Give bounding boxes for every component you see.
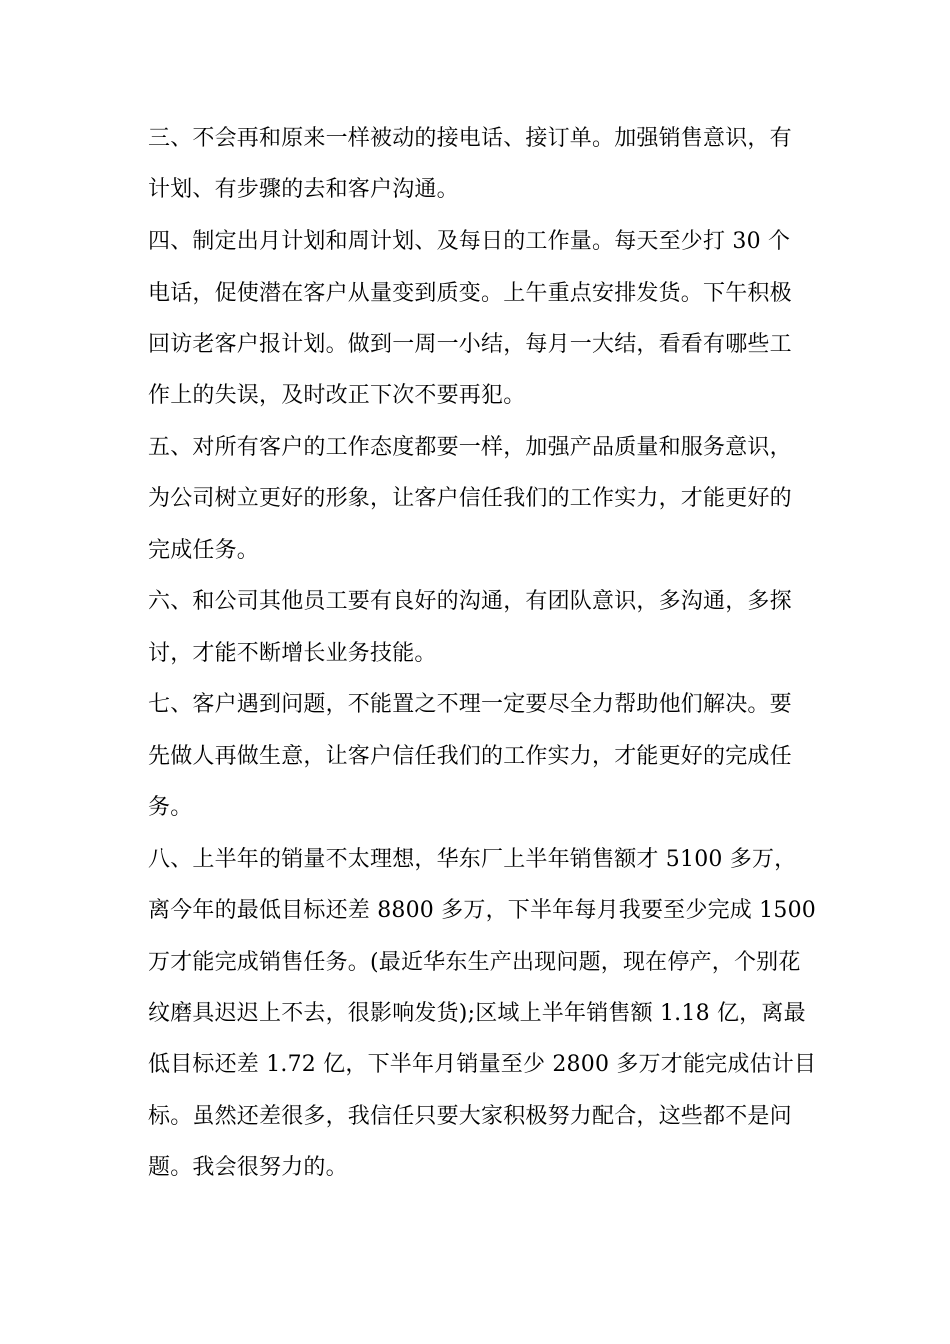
text-line: 离今年的最低目标还差 8800 多万，下半年每月我要至少完成 1500 xyxy=(148,898,816,923)
text-line: 三、不会再和原来一样被动的接电话、接订单。加强销售意识，有 xyxy=(148,126,792,151)
text-line: 先做人再做生意，让客户信任我们的工作实力，才能更好的完成任 xyxy=(148,744,792,769)
text-line: 七、客户遇到问题，不能置之不理一定要尽全力帮助他们解决。要 xyxy=(148,692,792,717)
text-line: 八、上半年的销量不太理想，华东厂上半年销售额才 5100 多万， xyxy=(148,847,797,872)
text-line: 作上的失误，及时改正下次不要再犯。 xyxy=(148,383,526,408)
text-line: 回访老客户报计划。做到一周一小结，每月一大结，看看有哪些工 xyxy=(148,332,792,357)
text-line: 完成任务。 xyxy=(148,538,260,563)
text-line: 四、制定出月计划和周计划、及每日的工作量。每天至少打 30 个 xyxy=(148,229,791,254)
text-line: 五、对所有客户的工作态度都要一样，加强产品质量和服务意识， xyxy=(148,435,792,460)
text-line: 低目标还差 1.72 亿，下半年月销量至少 2800 多万才能完成估计目 xyxy=(148,1052,817,1077)
text-line: 电话，促使潜在客户从量变到质变。上午重点安排发货。下午积极 xyxy=(148,281,792,306)
text-line: 六、和公司其他员工要有良好的沟通，有团队意识，多沟通，多探 xyxy=(148,589,792,614)
text-line: 务。 xyxy=(148,795,193,820)
text-line: 标。虽然还差很多，我信任只要大家积极努力配合，这些都不是问 xyxy=(148,1104,792,1129)
text-line: 讨，才能不断增长业务技能。 xyxy=(148,641,437,666)
text-line: 计划、有步骤的去和客户沟通。 xyxy=(148,177,459,202)
text-line: 为公司树立更好的形象，让客户信任我们的工作实力，才能更好的 xyxy=(148,486,792,511)
text-line: 纹磨具迟迟上不去，很影响发货);区域上半年销售额 1.18 亿，离最 xyxy=(148,1001,806,1026)
text-line: 题。我会很努力的。 xyxy=(148,1155,348,1180)
text-line: 万才能完成销售任务。(最近华东生产出现问题，现在停产，个别花 xyxy=(148,950,801,975)
